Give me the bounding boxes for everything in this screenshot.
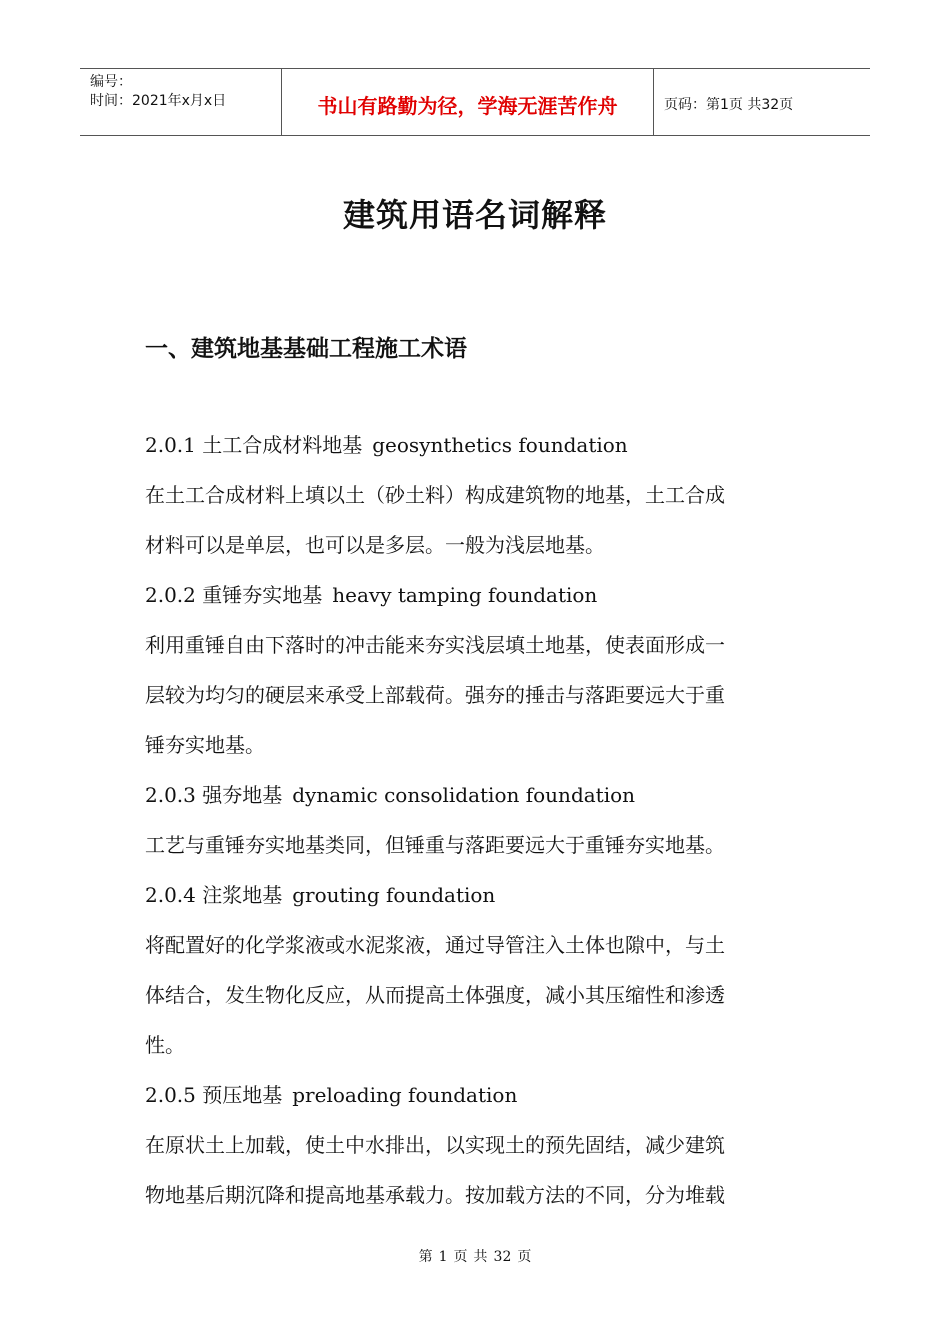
document-body [145,420,810,1220]
footer-total-word: 共 [473,1249,488,1265]
body-text-line: 体结合，发生物化反应，从而提高土体强度，减小其压缩性和渗透 [145,983,725,1007]
footer-page-unit: 页 [453,1249,468,1265]
document-title: 建筑用语名词解释 [342,196,607,234]
footer-page-num: 1 [438,1249,448,1265]
date-label: 时间：2021年x月x日 [90,93,227,109]
term-heading [145,1070,810,1120]
term-english: geosynthetics foundation [372,433,628,457]
term-english: grouting foundation [292,883,496,907]
header-meta [80,69,282,135]
section-title: 一、建筑地基基础工程施工术语 [145,336,467,362]
body-text-line: 材料可以是单层，也可以是多层。一般为浅层地基。 [145,533,605,557]
term-heading [145,570,810,620]
footer-page-word: 第 [418,1249,433,1265]
header-page-info: 页码：第1页 共32页 [664,97,794,113]
term-english: dynamic consolidation foundation [292,783,636,807]
body-text-line: 锤夯实地基。 [145,733,265,757]
term-number-name: 2.0.3 强夯地基 [145,783,283,807]
header-motto: 书山有路勤为径，学海无涯苦作舟 [282,69,654,135]
term-heading [145,420,810,470]
page-header [80,68,870,136]
footer-total-unit: 页 [517,1249,532,1265]
body-text-line: 性。 [145,1033,185,1057]
body-text-line: 在土工合成材料上填以土（砂土料）构成建筑物的地基，土工合成 [145,483,725,507]
body-text-line: 将配置好的化学浆液或水泥浆液，通过导管注入土体也隙中，与土 [145,933,725,957]
page-footer [0,1246,950,1266]
body-text-line: 工艺与重锤夯实地基类同，但锤重与落距要远大于重锤夯实地基。 [145,833,725,857]
term-heading [145,770,810,820]
term-number-name: 2.0.2 重锤夯实地基 [145,583,323,607]
term-heading [145,870,810,920]
term-english: preloading foundation [292,1083,518,1107]
term-number-name: 2.0.4 注浆地基 [145,883,283,907]
body-text-line: 在原状土上加载，使土中水排出，以实现土的预先固结，减少建筑 [145,1133,725,1157]
term-number-name: 2.0.1 土工合成材料地基 [145,433,363,457]
term-english: heavy tamping foundation [332,583,598,607]
footer-total-num: 32 [493,1249,512,1265]
body-text-line: 层较为均匀的硬层来承受上部载荷。强夯的捶击与落距要远大于重 [145,683,725,707]
body-text-line: 物地基后期沉降和提高地基承载力。按加载方法的不同，分为堆载 [145,1183,725,1207]
number-label: 编号： [90,74,132,90]
body-text-line: 利用重锤自由下落时的冲击能来夯实浅层填土地基，使表面形成一 [145,633,725,657]
term-number-name: 2.0.5 预压地基 [145,1083,283,1107]
